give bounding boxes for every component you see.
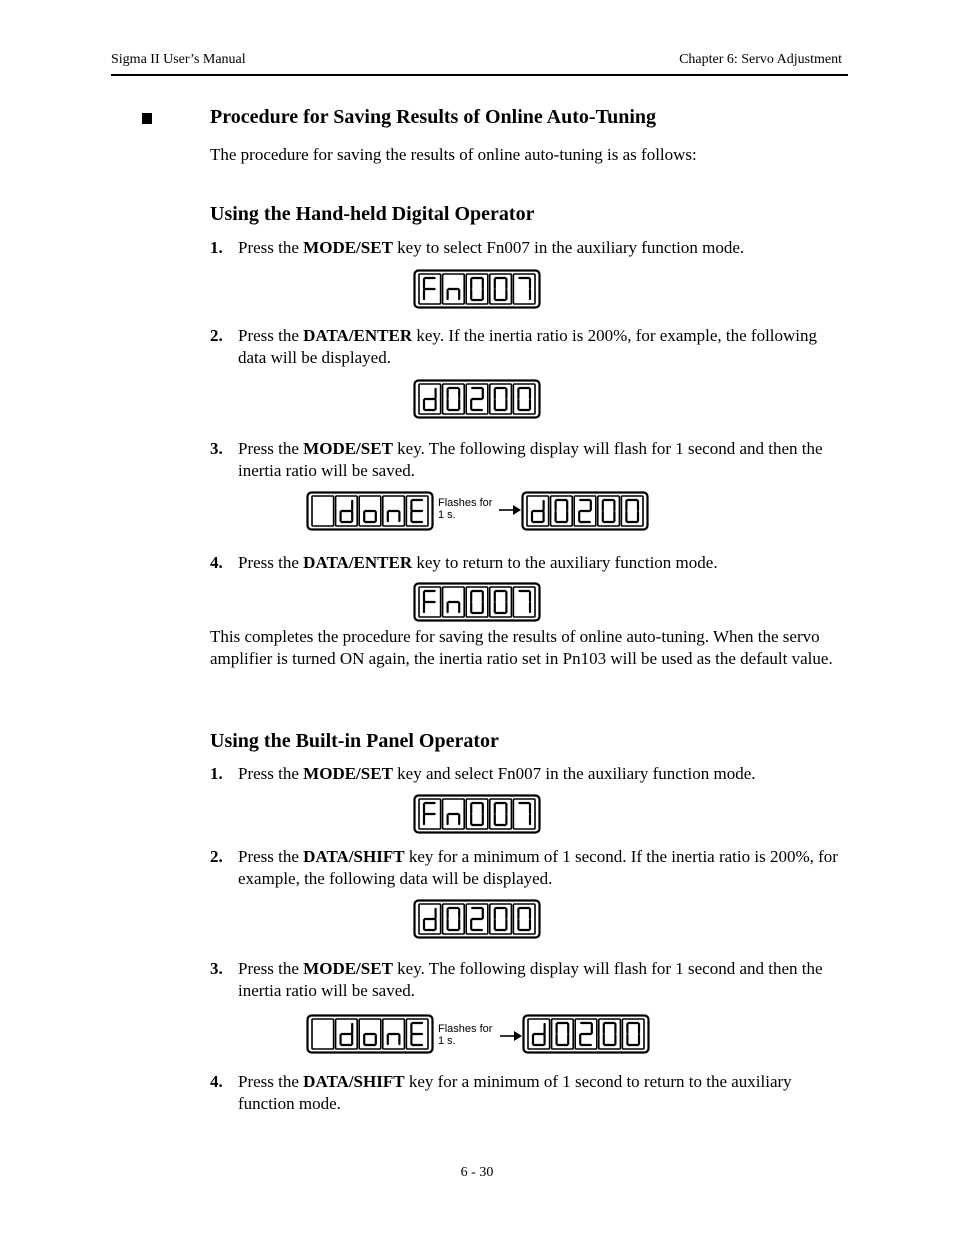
display-digit [336, 1019, 358, 1049]
builtin-heading: Using the Built-in Panel Operator [210, 730, 499, 752]
display-d0200 [522, 1014, 650, 1054]
flash-label [438, 1023, 492, 1047]
display-digit [490, 799, 512, 829]
step-text: Press the [238, 326, 304, 345]
display-digit [419, 384, 441, 414]
step-number: 1. [210, 764, 223, 783]
display-digit [513, 384, 535, 414]
display-done [306, 491, 434, 531]
arrow-right-icon [498, 504, 522, 516]
display-digit [419, 904, 441, 934]
builtin-step-4 [210, 1071, 842, 1115]
step-text: key. The following display will flash for 1 second and then the inertia ratio will be saved. [238, 439, 823, 480]
display-fn007 [413, 794, 541, 834]
step-text: key for a minimum of 1 second. If the inertia ratio is 200%, for example, the following data will be displayed. [238, 847, 838, 888]
flash-label-line: Flashes for [438, 1023, 493, 1035]
step-text: key and select Fn007 in the auxiliary function mode. [392, 764, 756, 783]
key-name: MODE/SET [303, 238, 393, 257]
handheld-heading: Using the Hand-held Digital Operator [210, 203, 535, 225]
flash-label-line: 1 s. [438, 1035, 456, 1047]
handheld-step-1 [210, 237, 842, 259]
display-digit [621, 496, 643, 526]
display-digit [419, 799, 441, 829]
flash-label [438, 497, 492, 521]
display-digit [359, 496, 381, 526]
display-d0200 [413, 899, 541, 939]
display-digit [552, 1019, 574, 1049]
display-digit [336, 496, 358, 526]
display-digit [443, 799, 465, 829]
step-number: 4. [210, 553, 223, 572]
key-name: MODE/SET [303, 959, 393, 978]
display-digit [490, 274, 512, 304]
display-fn007 [413, 582, 541, 622]
display-digit [466, 274, 488, 304]
display-digit [551, 496, 573, 526]
key-name: DATA/ENTER [303, 553, 413, 572]
step-text: key to return to the auxiliary function mode. [412, 553, 718, 572]
step-number: 2. [210, 326, 223, 345]
display-digit [359, 1019, 381, 1049]
display-digit [490, 904, 512, 934]
handheld-step-4 [210, 552, 842, 574]
key-name: DATA/ENTER [303, 326, 413, 345]
display-digit [575, 1019, 597, 1049]
handheld-conclusion: This completes the procedure for saving the results of online auto-tuning. When the servo amplifier is turned ON again, the inertia ratio set in Pn103 will be used as the default value. [210, 627, 833, 668]
display-digit [443, 274, 465, 304]
digit-cell [312, 1019, 334, 1049]
step-text: Press the [238, 847, 304, 866]
display-digit [466, 799, 488, 829]
running-header-left: Sigma II User’s Manual [111, 52, 246, 67]
display-digit [312, 496, 334, 526]
display-digit [312, 1019, 334, 1049]
step-number: 1. [210, 238, 223, 257]
display-d0200 [521, 491, 649, 531]
display-digit [490, 384, 512, 414]
step-text: key. The following display will flash for 1 second and then the inertia ratio will be saved. [238, 959, 823, 1000]
display-digit [419, 274, 441, 304]
step-text: key to select Fn007 in the auxiliary function mode. [392, 238, 745, 257]
square-bullet-icon [142, 113, 152, 124]
step-number: 3. [210, 439, 223, 458]
display-digit [622, 1019, 644, 1049]
display-digit [406, 496, 428, 526]
key-name: MODE/SET [303, 764, 393, 783]
running-header-right: Chapter 6: Servo Adjustment [679, 52, 842, 67]
step-text: key. If the inertia ratio is 200%, for example, the following data will be displayed. [238, 326, 818, 367]
step-text: Press the [238, 764, 304, 783]
step-text: Press the [238, 439, 304, 458]
key-name: DATA/SHIFT [303, 1072, 405, 1091]
display-digit [490, 587, 512, 617]
key-name: MODE/SET [303, 439, 393, 458]
display-d0200 [413, 379, 541, 419]
display-digit [513, 587, 535, 617]
header-rule [111, 74, 848, 76]
display-digit [513, 904, 535, 934]
step-text: key for a minimum of 1 second to return to the auxiliary function mode. [238, 1072, 792, 1113]
page-number: 6 - 30 [460, 1165, 494, 1180]
digit-cell [312, 496, 334, 526]
display-digit [528, 1019, 550, 1049]
display-digit [443, 904, 465, 934]
display-digit [383, 1019, 405, 1049]
section-intro: The procedure for saving the results of online auto-tuning is as follows: [210, 145, 697, 164]
display-digit [574, 496, 596, 526]
step-number: 2. [210, 847, 223, 866]
key-name: DATA/SHIFT [303, 847, 405, 866]
step-text: Press the [238, 959, 304, 978]
display-digit [406, 1019, 428, 1049]
builtin-step-3 [210, 958, 842, 1002]
display-digit [527, 496, 549, 526]
display-digit [598, 496, 620, 526]
display-digit [419, 587, 441, 617]
flash-label-line: Flashes for [438, 497, 493, 509]
builtin-step-1 [210, 763, 842, 785]
display-digit [443, 587, 465, 617]
display-done [306, 1014, 434, 1054]
handheld-step-2 [210, 325, 842, 369]
display-digit [513, 274, 535, 304]
step-number: 4. [210, 1072, 223, 1091]
display-digit [599, 1019, 621, 1049]
section-title: Procedure for Saving Results of Online Auto-Tuning [210, 106, 656, 128]
step-text: Press the [238, 238, 304, 257]
display-digit [466, 384, 488, 414]
display-digit [466, 587, 488, 617]
display-digit [513, 799, 535, 829]
display-digit [443, 384, 465, 414]
step-text: Press the [238, 1072, 304, 1091]
arrow-right-icon [499, 1030, 523, 1042]
step-number: 3. [210, 959, 223, 978]
flash-label-line: 1 s. [438, 509, 456, 521]
step-text: Press the [238, 553, 304, 572]
builtin-step-2 [210, 846, 842, 890]
display-digit [383, 496, 405, 526]
display-fn007 [413, 269, 541, 309]
display-digit [466, 904, 488, 934]
handheld-step-3 [210, 438, 842, 482]
